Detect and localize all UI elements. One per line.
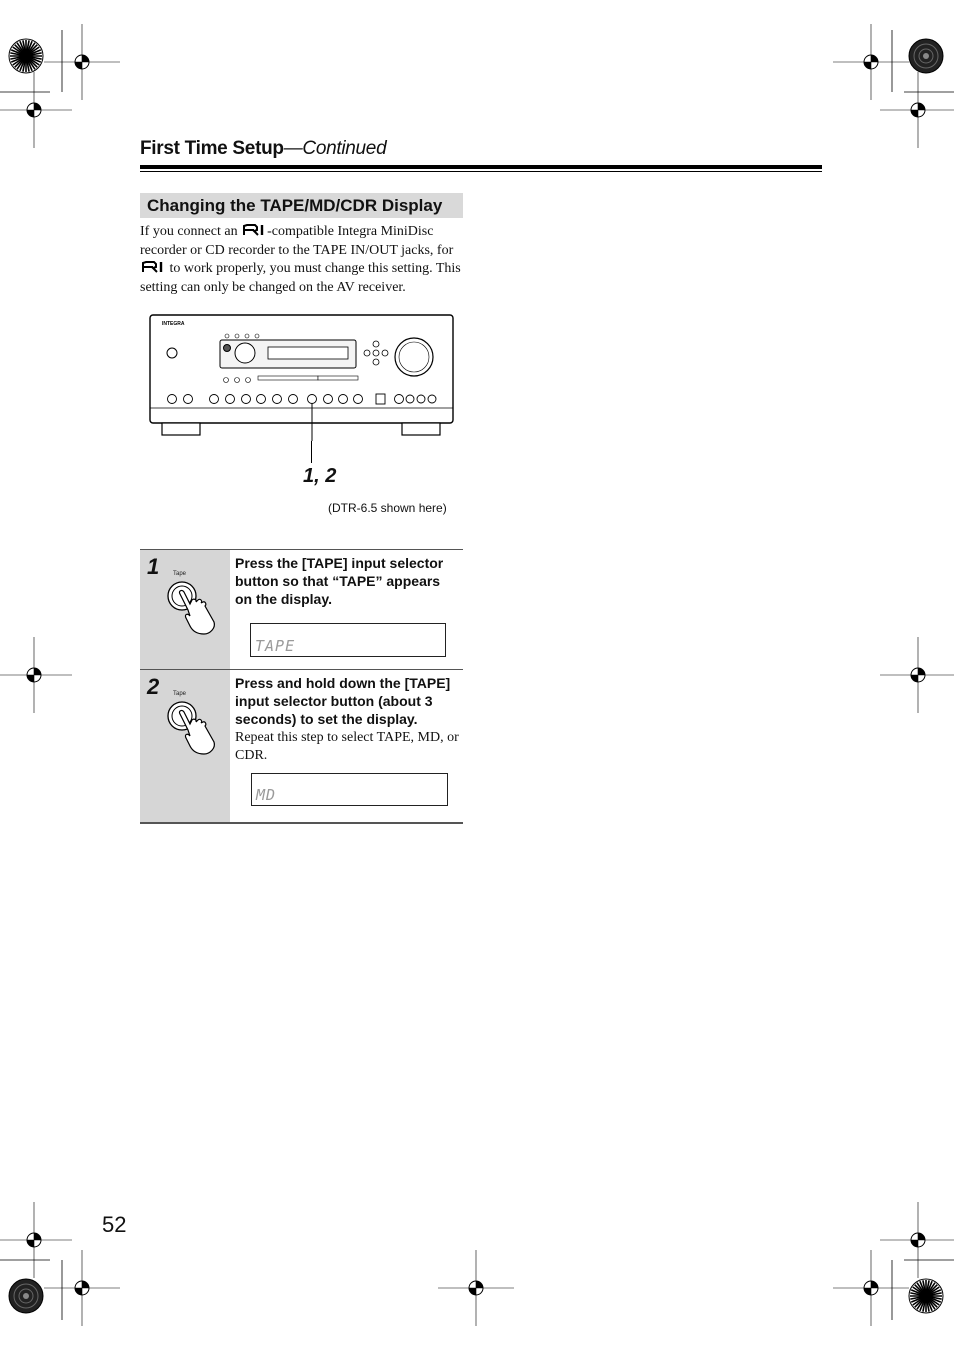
receiver-front-panel-illustration bbox=[148, 313, 456, 441]
ri-logo-icon bbox=[243, 224, 265, 236]
intro-text-1: If you connect an bbox=[140, 224, 238, 239]
section-title: Changing the TAPE/MD/CDR Display bbox=[140, 193, 463, 218]
header-title: First Time Setup bbox=[140, 138, 284, 159]
svg-text:INTEGRA: INTEGRA bbox=[162, 321, 185, 327]
step-1-instruction: Press the [TAPE] input selector button so that “TAPE” appears on the display. bbox=[235, 555, 444, 607]
tape-button-label: Tape bbox=[173, 571, 187, 577]
callout-label: 1, 2 bbox=[303, 465, 337, 487]
display-readout: MD bbox=[256, 786, 277, 804]
hand-press-icon bbox=[166, 700, 226, 758]
ri-logo-icon bbox=[142, 261, 164, 273]
header-rule-thin bbox=[140, 171, 822, 172]
intro-paragraph bbox=[140, 223, 465, 297]
step-number: 1 bbox=[147, 554, 160, 579]
step-number: 2 bbox=[147, 674, 160, 699]
page-number: 52 bbox=[102, 1212, 127, 1237]
tape-button-label: Tape bbox=[173, 691, 187, 697]
hand-press-icon bbox=[166, 580, 226, 638]
step-2-instruction: Press and hold down the [TAPE] input selector button (about 3 seconds) to set the display. bbox=[235, 675, 451, 727]
intro-text-3: to work properly, you must change this setting. This setting can only be changed on the AV receiver. bbox=[140, 261, 461, 295]
step-2-note: Repeat this step to select TAPE, MD, or CDR. bbox=[235, 730, 459, 763]
header-rule bbox=[140, 165, 822, 169]
figure-caption: (DTR-6.5 shown here) bbox=[328, 501, 447, 515]
callout-line bbox=[311, 441, 312, 463]
intro-text-2: -compatible Integra MiniDisc recorder or CD recorder to the TAPE IN/OUT jacks, for bbox=[140, 224, 454, 258]
steps-bottom-rule bbox=[140, 822, 463, 824]
header-continued: —Continued bbox=[283, 138, 387, 159]
step-1-display-panel bbox=[250, 623, 446, 657]
running-header bbox=[140, 138, 386, 160]
display-readout: TAPE bbox=[255, 637, 296, 655]
step-2-display-panel bbox=[251, 773, 448, 806]
